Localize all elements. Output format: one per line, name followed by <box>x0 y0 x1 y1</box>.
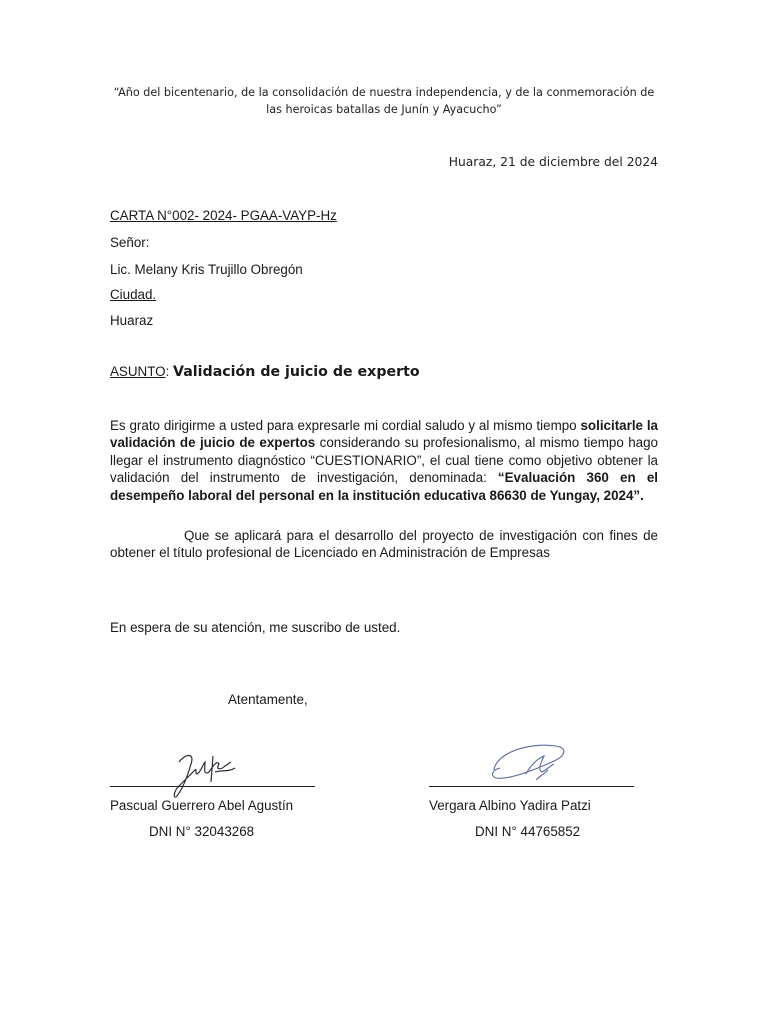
header-motto: “Año del bicentenario, de la consolidación de nuestra independencia, y de la conmemoración de las heroicas batallas de Junín y Ayacucho” <box>113 86 655 116</box>
city-label: Ciudad. <box>110 287 157 302</box>
subject-label: ASUNTO <box>110 364 166 379</box>
signature-1-name: Pascual Guerrero Abel Agustín <box>110 798 294 813</box>
p1-instrument-title: “Evaluación 360 en el desempeño laboral del personal en la institución educativa 86630 de Yungay, 2024”. <box>110 470 658 503</box>
letter-reference: CARTA N°002- 2024- PGAA-VAYP-Hz <box>110 208 337 223</box>
signature-2-dni: DNI N° 44765852 <box>475 824 581 839</box>
signature-2-name: Vergara Albino Yadira Patzi <box>429 798 591 813</box>
city: Huaraz <box>110 313 154 328</box>
subject-value: Validación de juicio de experto <box>173 364 420 380</box>
place-date: Huaraz, 21 de diciembre del 2024 <box>448 155 658 169</box>
closing-sentence: En espera de su atención, me suscribo de usted. <box>110 620 401 635</box>
p1-text-b: considerando su profesionalismo, al mismo tiempo hago llegar el instrumento diagnóstico “CUESTIONARIO”, el cual tiene como objetivo obtener la validación del instrumento de investigación, denominada: <box>110 435 658 486</box>
signature-1-dni: DNI N° 32043268 <box>149 824 255 839</box>
signature-1-line <box>110 786 315 787</box>
body-paragraph-2: Que se aplicará para el desarrollo del proyecto de investigación con fines de obtener el título profesional de Licenciado en Administración de Empresas <box>110 528 658 561</box>
signature-2-line <box>429 786 634 787</box>
farewell: Atentamente, <box>228 692 308 707</box>
subject-separator: : <box>165 364 170 379</box>
salutation: Señor: <box>110 235 150 250</box>
signature-1-image <box>165 744 245 804</box>
p1-text-a: Es grato dirigirme a usted para expresarle mi cordial saludo y al mismo tiempo <box>110 418 581 433</box>
subject-line <box>110 364 420 380</box>
p1-bold-request: solicitarle la validación de juicio de expertos <box>110 418 658 451</box>
recipient-name: Lic. Melany Kris Trujillo Obregón <box>110 262 303 277</box>
body-paragraph-1 <box>110 417 658 504</box>
signature-2-image <box>486 740 576 790</box>
